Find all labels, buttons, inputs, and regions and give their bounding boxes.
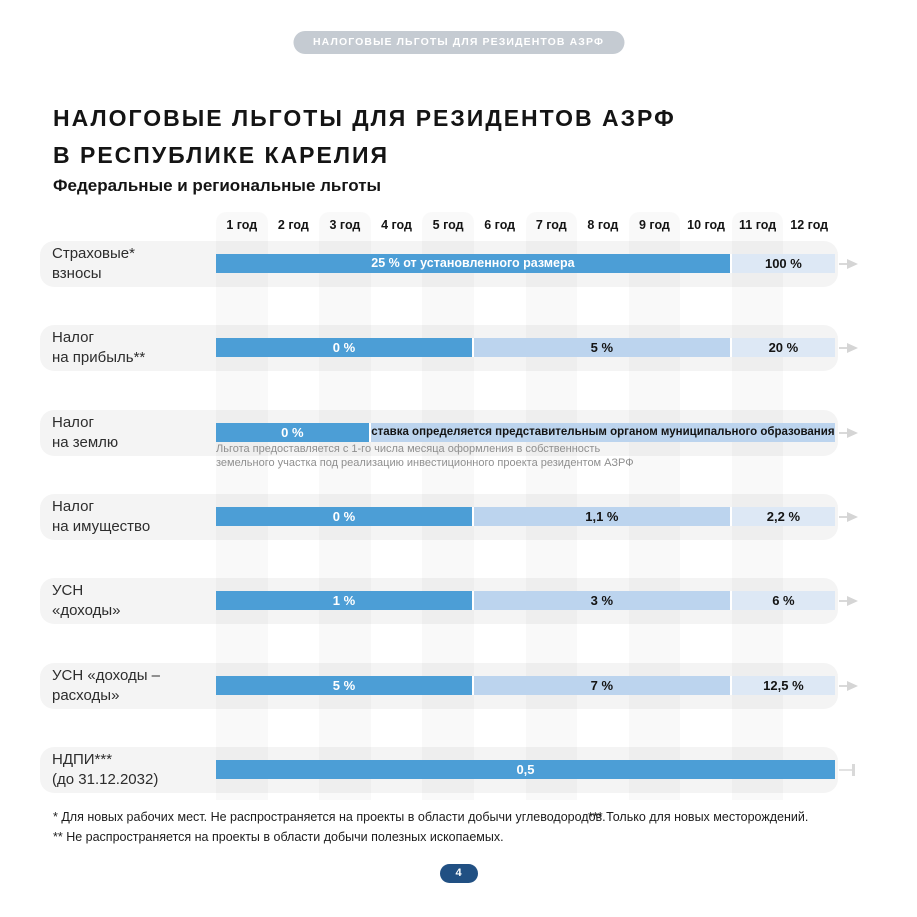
arrow-head bbox=[847, 428, 858, 438]
year-column-header: 3 год bbox=[329, 218, 361, 232]
year-column-header: 5 год bbox=[432, 218, 464, 232]
row-note-line: земельного участка под реализацию инвестиционного проекта резидентом АЗРФ bbox=[216, 456, 634, 469]
row-bars bbox=[216, 338, 835, 357]
bar-segment: 5 % bbox=[216, 676, 474, 695]
footnote: ** Не распространяется на проекты в области добычи полезных ископаемых. bbox=[53, 830, 504, 844]
row-bars bbox=[216, 423, 835, 442]
page-title-line2: В РЕСПУБЛИКЕ КАРЕЛИЯ bbox=[53, 142, 390, 168]
footnotes-left bbox=[53, 807, 606, 847]
stop-icon bbox=[839, 760, 855, 779]
year-column-header: 11 год bbox=[739, 218, 777, 232]
year-column-header: 10 год bbox=[687, 218, 725, 232]
tax-row bbox=[40, 747, 880, 793]
arrow-tail bbox=[839, 263, 847, 265]
year-column-header: 8 год bbox=[587, 218, 619, 232]
row-label-line: Налог bbox=[52, 329, 94, 346]
arrow-icon bbox=[839, 338, 858, 357]
tax-row bbox=[40, 410, 880, 469]
row-label bbox=[52, 497, 150, 537]
arrow-head bbox=[847, 681, 858, 691]
year-column-header: 7 год bbox=[535, 218, 567, 232]
row-label bbox=[52, 750, 158, 790]
bar-segment: 0 % bbox=[216, 338, 474, 357]
arrow-head bbox=[847, 512, 858, 522]
bar-segment: 2,2 % bbox=[732, 507, 835, 526]
tax-row bbox=[40, 578, 880, 624]
row-label bbox=[52, 581, 121, 621]
header-badge: НАЛОГОВЫЕ ЛЬГОТЫ ДЛЯ РЕЗИДЕНТОВ АЗРФ bbox=[293, 31, 624, 54]
bar-segment: 0,5 bbox=[216, 760, 835, 779]
arrow-head bbox=[847, 596, 858, 606]
tax-row bbox=[40, 325, 880, 371]
arrow-head bbox=[847, 343, 858, 353]
stop-line bbox=[839, 769, 852, 771]
bar-segment: 6 % bbox=[732, 591, 835, 610]
row-label-line: на прибыль** bbox=[52, 349, 146, 366]
arrow-icon bbox=[839, 423, 858, 442]
row-label-line: расходы» bbox=[52, 687, 120, 704]
row-label-line: на землю bbox=[52, 434, 119, 451]
row-bars bbox=[216, 676, 835, 695]
footnote: * Для новых рабочих мест. Не распространяется на проекты в области добычи углеводородов. bbox=[53, 810, 606, 824]
bar-segment: 20 % bbox=[732, 338, 835, 357]
tax-benefits-timeline-chart bbox=[40, 212, 880, 800]
bar-segment: 25 % от установленного размера bbox=[216, 254, 732, 273]
arrow-icon bbox=[839, 591, 858, 610]
row-label-line: НДПИ*** bbox=[52, 751, 113, 768]
row-label bbox=[52, 666, 160, 706]
row-bars bbox=[216, 591, 835, 610]
row-label-line: Налог bbox=[52, 414, 94, 431]
row-note-line: Льгота предоставляется с 1-го числа месяца оформления в собственность bbox=[216, 443, 601, 455]
arrow-tail bbox=[839, 347, 847, 349]
bar-segment: 7 % bbox=[474, 676, 732, 695]
row-label bbox=[52, 413, 118, 453]
page-title bbox=[53, 100, 676, 174]
bar-segment: 3 % bbox=[474, 591, 732, 610]
arrow-tail bbox=[839, 516, 847, 518]
row-label bbox=[52, 244, 135, 284]
tax-row bbox=[40, 241, 880, 287]
row-label-line: «доходы» bbox=[52, 602, 121, 619]
tax-row bbox=[40, 494, 880, 540]
bar-segment: 0 % bbox=[216, 507, 474, 526]
row-label-line: взносы bbox=[52, 265, 102, 282]
bar-segment: 12,5 % bbox=[732, 676, 835, 695]
footnotes-right bbox=[588, 807, 808, 827]
bar-segment: 1 % bbox=[216, 591, 474, 610]
bar-segment: 0 % bbox=[216, 423, 371, 442]
row-label bbox=[52, 328, 145, 368]
arrow-head bbox=[847, 259, 858, 269]
row-notes bbox=[216, 443, 634, 470]
arrow-tail bbox=[839, 685, 847, 687]
year-column-header: 2 год bbox=[277, 218, 309, 232]
arrow-icon bbox=[839, 507, 858, 526]
row-label-line: на имущество bbox=[52, 518, 151, 535]
arrow-tail bbox=[839, 600, 847, 602]
footnote: *** Только для новых месторождений. bbox=[588, 810, 809, 824]
row-label-line: Налог bbox=[52, 498, 94, 515]
bar-segment: 1,1 % bbox=[474, 507, 732, 526]
arrow-icon bbox=[839, 254, 858, 273]
bar-segment: ставка определяется представительным органом муниципального образования bbox=[371, 423, 835, 442]
stop-tick bbox=[852, 764, 855, 776]
row-bars bbox=[216, 507, 835, 526]
year-column-header: 1 год bbox=[226, 218, 258, 232]
year-column-header: 12 год bbox=[790, 218, 829, 232]
row-label-line: Страховые* bbox=[52, 245, 135, 262]
row-bars bbox=[216, 254, 835, 273]
page-title-line1: НАЛОГОВЫЕ ЛЬГОТЫ ДЛЯ РЕЗИДЕНТОВ АЗРФ bbox=[53, 105, 676, 131]
arrow-tail bbox=[839, 432, 847, 434]
bar-segment: 100 % bbox=[732, 254, 835, 273]
year-column-header: 9 год bbox=[639, 218, 670, 232]
row-bars bbox=[216, 760, 835, 779]
year-column-header: 4 год bbox=[381, 218, 412, 232]
arrow-icon bbox=[839, 676, 858, 695]
year-column-header: 6 год bbox=[484, 218, 516, 232]
page-subtitle: Федеральные и региональные льготы bbox=[53, 176, 382, 195]
row-label-line: (до 31.12.2032) bbox=[52, 771, 159, 788]
bar-segment: 5 % bbox=[474, 338, 732, 357]
row-label-line: УСН bbox=[52, 582, 84, 599]
tax-row bbox=[40, 663, 880, 709]
page-number-badge: 4 bbox=[440, 864, 478, 883]
row-label-line: УСН «доходы – bbox=[52, 667, 161, 684]
